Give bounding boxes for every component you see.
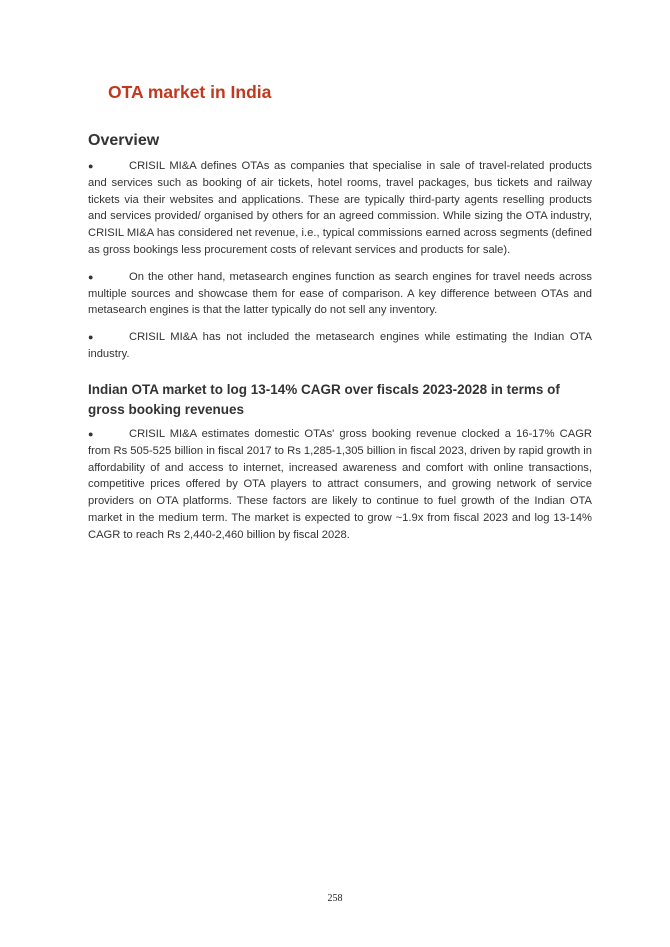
bullet-paragraph: ● CRISIL MI&A estimates domestic OTAs' gross booking revenue clocked a 16-17% CAGR from Rs 505-525 billion in fiscal 2017 to Rs 1,285-1,305 billion in fiscal 2023, driven by rapid growth in affordability of and access to internet, increased awareness and comfort with online transactions, competitive prices offered by OTA players to attract consumers, and growing network of service providers on OTA platforms. These factors are likely to continue to fuel growth of the Indian OTA market in the medium term. The market is expected to grow ~1.9x from fiscal 2023 and log 13-14% CAGR to reach Rs 2,440-2,460 billion by fiscal 2028.: [88, 428, 592, 541]
overview-heading: Overview: [88, 132, 160, 149]
bullet-icon: ●: [88, 271, 94, 282]
bullet-paragraph: ● On the other hand, metasearch engines function as search engines for travel needs across multiple sources and showcase them for ease of comparison. A key difference between OTAs and metasearch engines is that the latter typically do not sell any inventory.: [88, 270, 592, 317]
ota-growth-section: [88, 380, 592, 554]
overview-section: [88, 158, 592, 373]
bullet-icon: ●: [88, 429, 94, 439]
bullet-icon: ●: [88, 161, 94, 171]
bullet-paragraph: ● CRISIL MI&A defines OTAs as companies that specialise in sale of travel-related products and services such as booking of air tickets, hotel rooms, travel packages, bus tickets and railway tickets via their websites and applications. These are typically third-party agents reselling products and services provided/ organised by others for an agreed commission. While sizing the OTA industry, CRISIL MI&A has considered net revenue, i.e., typical commissions earned across segments (defined as gross bookings less procurement costs of relevant services and products for sale).: [88, 160, 592, 256]
section-heading: Indian OTA market to log 13-14% CAGR over fiscals 2023-2028 in terms of gross booking revenues: [88, 382, 560, 417]
bullet-icon: ●: [88, 332, 94, 343]
page-title: OTA market in India: [108, 82, 272, 102]
bullet-paragraph: ● CRISIL MI&A has not included the metasearch engines while estimating the Indian OTA industry.: [88, 331, 592, 360]
page-number: 258: [327, 893, 343, 904]
